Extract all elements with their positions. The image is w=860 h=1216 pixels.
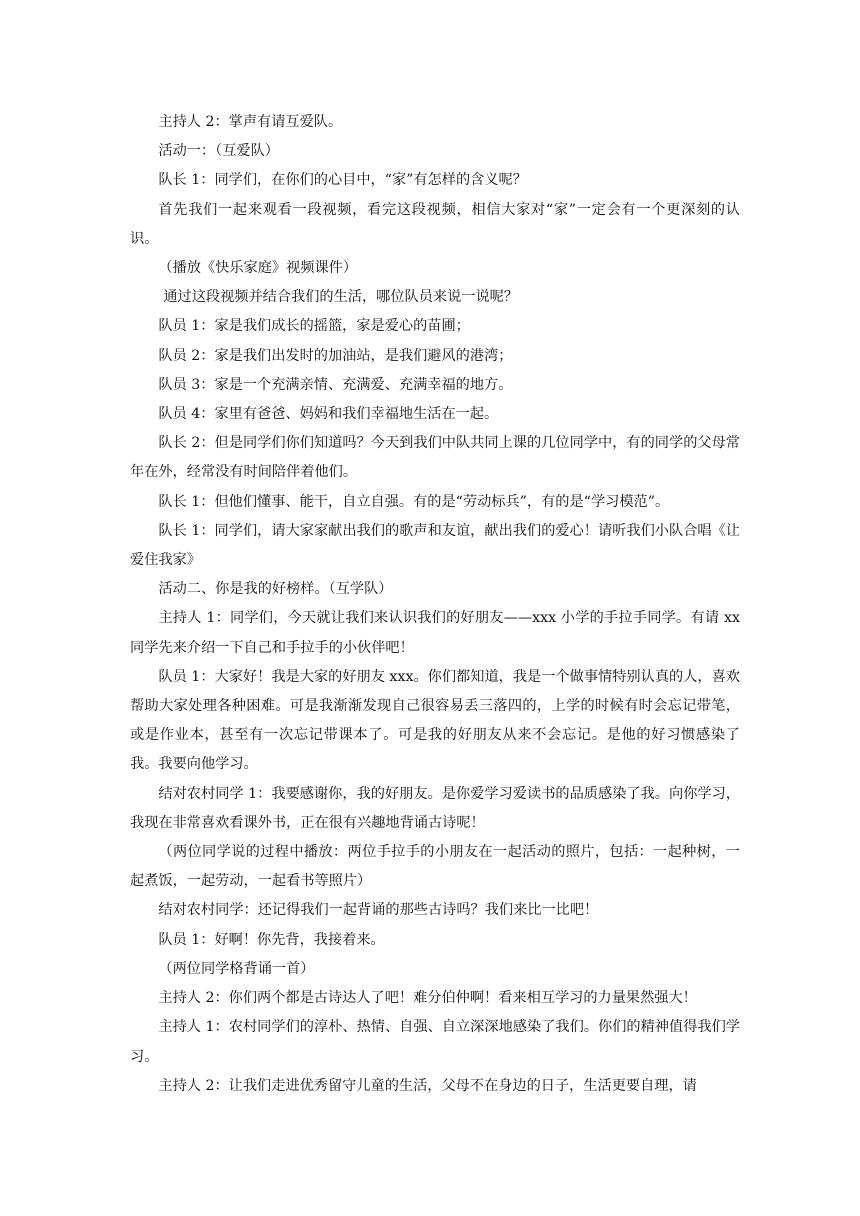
paragraph: 队长 1：但他们懂事、能干，自立自强。有的是“劳动标兵”，有的是“学习模范”。 — [158, 493, 670, 510]
paragraph: 活动一：（互爱队） — [158, 143, 279, 160]
paragraph: 结对农村同学 1：我要感谢你，我的好朋友。是你爱学习爱读书的品质感染了我。向你学习，我现在非常喜欢看课外书，正在很有兴趣地背诵古诗呢！ — [130, 785, 740, 831]
paragraph: （两位同学格背诵一首） — [158, 960, 315, 977]
paragraph: 主持人 1：同学们，今天就让我们来认识我们的好朋友——xxx 小学的手拉手同学。有请 xx 同学先来介绍一下自己和手拉手的小伙伴吧！ — [130, 610, 740, 656]
paragraph: 队员 1：家是我们成长的摇篮，家是爱心的苗圃； — [158, 318, 470, 335]
paragraph: （播放《快乐家庭》视频课件） — [158, 260, 358, 277]
paragraph: 主持人 2：掌声有请互爱队。 — [158, 114, 343, 130]
paragraph: 队长 2：但是同学们你们知道吗？今天到我们中队共同上课的几位同学中，有的同学的父母常年在外，经常没有时间陪伴着他们。 — [130, 435, 740, 481]
paragraph: 队长 1：同学们，在你们的心目中，“家”有怎样的含义呢？ — [158, 172, 527, 189]
paragraph: 队员 1：大家好！我是大家的好朋友 xxx。你们都知道，我是一个做事情特别认真的人，喜欢帮助大家处理各种困难。可是我渐渐发现自己很容易丢三落四的，上学的时候有时会忘记带笔，或是作业本，甚至有一次忘记带课本了。可是我的好朋友从来不会忘记。是他的好习惯感染了我。我要向他学习。 — [130, 668, 740, 773]
paragraph: 队员 2：家是我们出发时的加油站，是我们避风的港湾； — [158, 347, 513, 364]
paragraph: 主持人 2：你们两个都是古诗达人了吧！难分伯仲啊！看来相互学习的力量果然强大！ — [158, 990, 697, 1007]
paragraph: 主持人 1：农村同学们的淳朴、热情、自强、自立深深地感染了我们。你们的精神值得我们学习。 — [130, 1019, 740, 1065]
paragraph: 队员 1：好啊！你先背，我接着来。 — [158, 931, 385, 948]
paragraph: 首先我们一起来观看一段视频，看完这段视频，相信大家对“家”一定会有一个更深刻的认识。 — [130, 201, 740, 247]
paragraph: 结对农村同学：还记得我们一起背诵的那些古诗吗？我们来比一比吧！ — [158, 902, 599, 919]
paragraph: 活动二、你是我的好榜样。（互学队） — [158, 581, 393, 598]
paragraph: 队长 1：同学们，请大家家献出我们的歌声和友谊，献出我们的爱心！请听我们小队合唱《让爱住我家》 — [130, 522, 740, 569]
paragraph: 队员 3：家是一个充满亲情、充满爱、充满幸福的地方。 — [158, 376, 513, 393]
paragraph: （两位同学说的过程中播放：两位手拉手的小朋友在一起活动的照片，包括：一起种树，一起煮饭，一起劳动，一起看书等照片） — [130, 844, 740, 890]
document-body — [130, 108, 740, 1101]
paragraph: 主持人 2：让我们走进优秀留守儿童的生活，父母不在身边的日子，生活更要自理，请 — [158, 1077, 697, 1094]
paragraph: 队员 4：家里有爸爸、妈妈和我们幸福地生活在一起。 — [158, 406, 499, 423]
paragraph: 通过这段视频并结合我们的生活，哪位队员来说一说呢？ — [163, 289, 519, 306]
